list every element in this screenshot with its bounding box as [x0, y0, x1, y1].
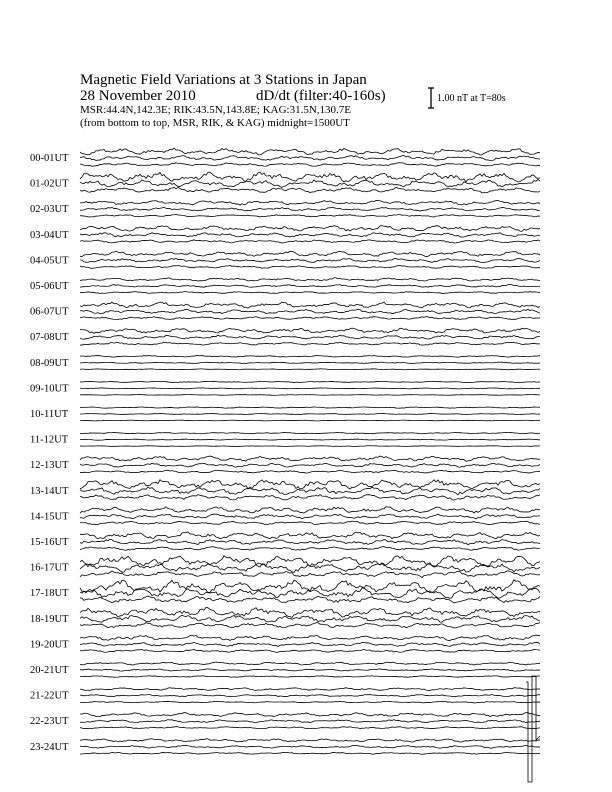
- trace-kag: [80, 662, 540, 665]
- hour-label: 04-05UT: [30, 255, 69, 267]
- trace-rik: [80, 439, 540, 440]
- hour-label: 08-09UT: [30, 357, 69, 369]
- trace-rik: [80, 720, 540, 723]
- scale-label: 1.00 nT at T=80s: [437, 93, 506, 104]
- hour-label: 14-15UT: [30, 511, 69, 523]
- trace-rik: [80, 258, 540, 262]
- hour-label: 23-24UT: [30, 741, 69, 753]
- trace-msr: [80, 521, 540, 525]
- hour-label: 15-16UT: [30, 537, 69, 548]
- trace-msr: [80, 727, 540, 729]
- hour-label: 03-04UT: [30, 229, 69, 241]
- trace-kag: [80, 328, 540, 333]
- hour-label: 20-21UT: [30, 665, 69, 676]
- trace-rik: [80, 745, 540, 748]
- trace-kag: [80, 456, 540, 461]
- trace-rik: [80, 413, 540, 414]
- trace-rik: [80, 463, 540, 467]
- trace-msr: [80, 266, 540, 269]
- trace-rik: [80, 155, 540, 160]
- trace-msr: [80, 571, 540, 578]
- trace-msr: [80, 701, 540, 703]
- trace-kag: [80, 713, 540, 717]
- hour-label: 01-02UT: [30, 178, 69, 190]
- trace-kag: [80, 407, 540, 408]
- trace-msr: [80, 420, 540, 421]
- trace-kag: [80, 580, 540, 593]
- chart-date: 28 November 2010: [80, 88, 196, 104]
- trace-rik: [80, 615, 540, 622]
- hour-label: 18-19UT: [30, 613, 69, 625]
- trace-kag: [80, 432, 540, 433]
- trace-rik: [80, 669, 540, 671]
- station-order-note: (from bottom to top, MSR, RIK, & KAG) midnight=1500UT: [80, 117, 350, 129]
- trace-rik: [80, 563, 540, 573]
- trace-excursion: [526, 676, 540, 782]
- trace-rik: [80, 335, 540, 339]
- hour-label: 11-12UT: [30, 434, 69, 446]
- trace-rik: [80, 642, 540, 646]
- trace-kag: [80, 302, 540, 308]
- trace-rik: [80, 285, 540, 288]
- hour-label: 21-22UT: [30, 690, 69, 702]
- trace-rik: [80, 514, 540, 519]
- trace-msr: [80, 187, 540, 193]
- trace-msr: [80, 596, 540, 603]
- hour-label: 17-18UT: [30, 588, 69, 600]
- trace-rik: [80, 233, 540, 237]
- trace-msr: [80, 623, 540, 628]
- hour-label: 09-10UT: [30, 383, 69, 395]
- trace-kag: [80, 355, 540, 357]
- trace-kag: [80, 226, 540, 232]
- hour-label: 10-11UT: [30, 409, 69, 420]
- trace-kag: [80, 200, 540, 205]
- hour-label: 06-07UT: [30, 306, 69, 318]
- trace-kag: [80, 251, 540, 257]
- station-coordinates: MSR:44.4N,142.3E; RIK:43.5N,143.8E; KAG:31.5N,130.7E: [80, 104, 352, 116]
- trace-msr: [80, 649, 540, 652]
- hour-label: 12-13UT: [30, 460, 69, 472]
- trace-kag: [80, 556, 540, 567]
- chart-filter: dD/dt (filter:40-160s): [256, 88, 386, 104]
- trace-kag: [80, 148, 540, 155]
- trace-rik: [80, 309, 540, 314]
- hour-label: 02-03UT: [30, 204, 69, 216]
- trace-kag: [80, 172, 540, 182]
- trace-kag: [80, 532, 540, 539]
- trace-rik: [80, 539, 540, 545]
- trace-kag: [80, 739, 540, 742]
- hour-label: 22-23UT: [30, 716, 69, 728]
- trace-kag: [80, 381, 540, 382]
- trace-msr: [80, 240, 540, 243]
- trace-msr: [80, 752, 540, 754]
- hour-label: 16-17UT: [30, 562, 69, 574]
- hour-label: 07-08UT: [30, 332, 69, 344]
- trace-msr: [80, 369, 540, 370]
- trace-kag: [80, 507, 540, 513]
- trace-msr: [80, 214, 540, 217]
- trace-rik: [80, 179, 540, 187]
- trace-msr: [80, 292, 540, 294]
- trace-msr: [80, 342, 540, 345]
- chart-title: Magnetic Field Variations at 3 Stations in Japan: [80, 72, 367, 88]
- trace-msr: [80, 317, 540, 320]
- trace-msr: [80, 547, 540, 551]
- hour-label: 05-06UT: [30, 281, 69, 292]
- trace-kag: [80, 688, 540, 691]
- trace-kag: [80, 607, 540, 617]
- trace-msr: [80, 446, 540, 447]
- trace-msr: [80, 395, 540, 396]
- trace-msr: [80, 163, 540, 167]
- trace-msr: [80, 470, 540, 473]
- trace-kag: [80, 278, 540, 281]
- trace-msr: [80, 676, 540, 678]
- trace-rik: [80, 207, 540, 211]
- trace-rik: [80, 388, 540, 389]
- trace-msr: [80, 495, 540, 501]
- hour-label: 13-14UT: [30, 485, 69, 497]
- trace-rik: [80, 695, 540, 697]
- trace-kag: [80, 635, 540, 640]
- trace-rik: [80, 362, 540, 363]
- hour-label: 00-01UT: [30, 153, 69, 164]
- hour-label: 19-20UT: [30, 639, 69, 651]
